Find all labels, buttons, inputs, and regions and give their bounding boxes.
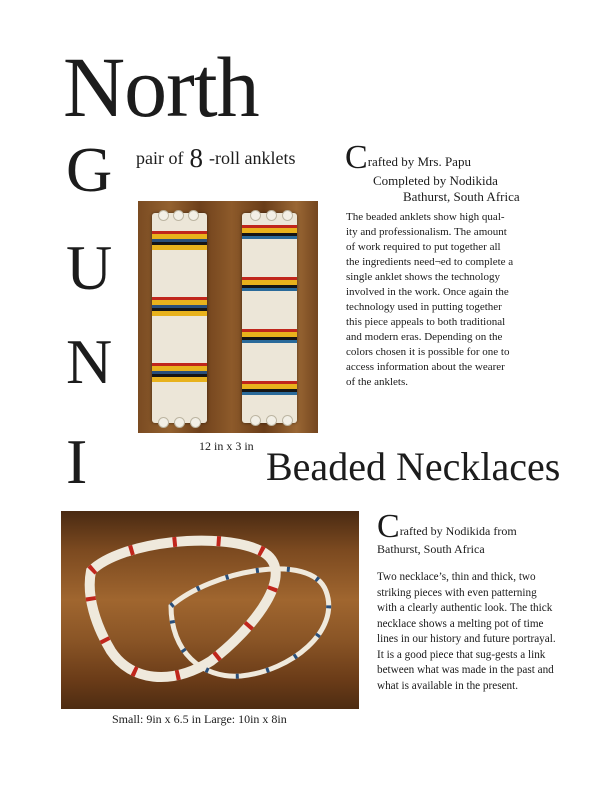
shell-button [174,417,185,428]
credit-line: rafted by Mrs. Papu [367,154,471,169]
shell-button [158,417,169,428]
subtitle-number: 8 [189,143,203,173]
page-title: North [63,39,259,135]
vertical-title-letter: U [66,232,113,303]
necklaces-heading: Beaded Necklaces [266,444,561,489]
necklaces-credit [377,508,557,557]
shell-button [158,210,169,221]
anklet-left [152,213,207,423]
anklets-credit [345,139,520,205]
shell-button [190,417,201,428]
dropcap: C [345,139,368,176]
shell-button [266,210,277,221]
vertical-title-letter: N [66,326,113,397]
shell-button [282,415,293,426]
credit-line: rafted by Nodikida from [399,524,517,538]
shell-button [282,210,293,221]
anklets-description: The beaded anklets show high qual-ity and professionalism. The amount of work required to put together all the ingredients need¬ed to complete a single anklet shows the technology involved in the work. Once again the technology used in putting together this piece appeals to both traditional and modern eras. Depending on the colors chosen it is possible for one to access information about the wearer of the anklets. [346,211,514,388]
credit-line: Bathurst, South Africa [403,189,520,204]
shell-button [266,415,277,426]
shell-button [250,210,261,221]
anklet-right [242,213,297,423]
shell-button [173,210,184,221]
dropcap: C [377,508,400,545]
necklaces-size-caption: Small: 9in x 6.5 in Large: 10in x 8in [112,712,287,726]
anklets-size-caption: 12 in x 3 in [199,439,254,453]
necklaces-illustration [61,511,359,709]
anklets-photo [138,201,318,433]
necklaces-photo [61,511,359,709]
necklaces-description: Two necklace’s, thin and thick, two striking pieces with even patterning with a clearly authentic look. The thick necklace shows a melting pot of time lines in our history and future portrayal. It is a good piece that sug-gests a link between what was made in the past and what is available in the present. [377,571,556,692]
subtitle-prefix: pair of [136,148,184,168]
shell-button [250,415,261,426]
vertical-title-letter: G [66,134,113,205]
vertical-title-letter: I [66,426,88,497]
shell-button [188,210,199,221]
anklets-subtitle [136,140,295,171]
subtitle-suffix: -roll anklets [208,148,296,168]
thick-necklace [90,541,276,677]
credit-line: Bathurst, South Africa [377,542,485,556]
credit-line: Completed by Nodikida [373,173,498,188]
